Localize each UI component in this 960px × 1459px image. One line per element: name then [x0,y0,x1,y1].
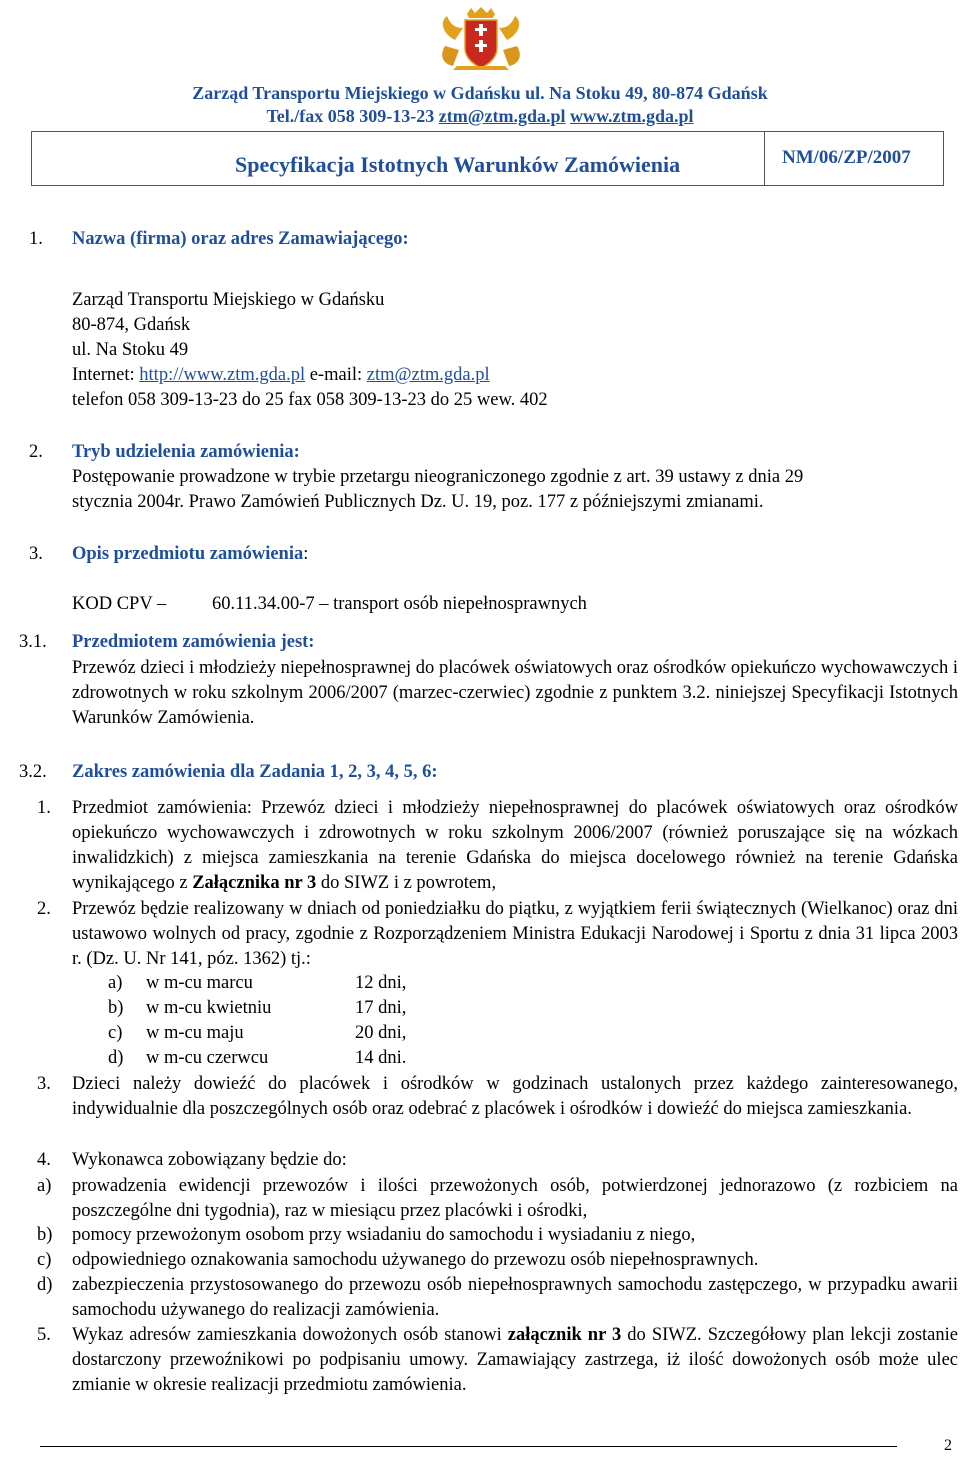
item-5-number: 5. [37,1325,51,1345]
item-4-number: 4. [37,1150,51,1170]
section-3-2-title: Zakres zamówienia dla Zadania 1, 2, 3, 4, 5, 6: [72,762,438,782]
phone-line: telefon 058 309-13-23 do 25 fax 058 309-13-23 do 25 wew. 402 [72,390,548,410]
item-1-attachment: Załącznika nr 3 [192,873,317,893]
month-name: w m-cu czerwcu [146,1048,269,1068]
address-line-3: ul. Na Stoku 49 [72,340,189,360]
section-2-line-2: stycznia 2004r. Prawo Zamówień Publicznych Dz. U. 19, poz. 177 z późniejszymi zmianami. [72,492,764,512]
duty-text: zabezpieczenia przystosowanego do przewozu osób niepełnosprawnych samochodu zastępczego, w przypadku awarii samochodu używanego do realizacji zamówienia. [72,1275,958,1320]
address-line-2: 80-874, Gdańsk [72,315,191,335]
spec-number: NM/06/ZP/2007 [782,147,911,168]
section-3-number: 3. [29,544,43,564]
item-2-number: 2. [37,899,51,919]
section-3-1-text: Przewóz dzieci i młodzieży niepełnosprawnej do placówek oświatowych oraz ośrodków opiekuńczo wychowawczych i zdrowotnych w roku szkolnym 2006/2007 (marzec-czerwiec) zgodnie z punktem 3.2. niniejszej Specyfikacji Istotnych Warunków Zamówienia. [72,658,958,728]
duty-text: odpowiedniego oznakowania samochodu używanego do przewozu osób niepełnosprawnych. [72,1250,759,1270]
duty-text: pomocy przewożonym osobom przy wsiadaniu do samochodu i wysiadaniu z niego, [72,1225,696,1245]
duty-letter: d) [37,1275,53,1295]
month-letter: d) [108,1048,124,1068]
footer-divider [40,1446,897,1447]
item-1-body: Przedmiot zamówienia: Przewóz dzieci i młodzieży niepełnosprawnej do placówek oświatowych oraz ośrodków opiekuńczo wychowawczych i zdrowotnych w roku szkolnym 2006/2007 (również poruszające się na wózkach inwalidzkich) z miejsca zamieszkania na terenie Gdańska do miejsca docelowego również na terenie Gdańska wynikającego z [72,798,958,893]
section-2-line-1: Postępowanie prowadzone w trybie przetargu nieograniczonego zgodnie z art. 39 ustawy z dnia 29 [72,467,804,487]
duty-text: prowadzenia ewidencji przewozów i ilości przewożonych osób, potwierdzonej jednorazowo (z rozbiciem na poszczególne dni tygodnia), raz w miesiącu przez placówki i ośrodki, [72,1176,958,1221]
month-days: 12 dni, [355,973,407,993]
item-5-text [72,1323,958,1398]
item-1-tail: do SIWZ i z powrotem, [316,873,497,893]
email-label: e-mail: [305,365,367,385]
section-2-number: 2. [29,442,43,462]
organization-header: Zarząd Transportu Miejskiego w Gdańsku ul. Na Stoku 49, 80-874 Gdańsk [192,83,768,103]
page-number: 2 [944,1437,952,1454]
section-2-title: Tryb udzielenia zamówienia: [72,442,300,462]
section-3-colon: : [303,544,309,564]
section-3-1-title: Przedmiotem zamówienia jest: [72,632,315,652]
internet-label: Internet: [72,365,140,385]
spec-title: Specyfikacja Istotnych Warunków Zamówienia [235,152,681,177]
phone-fax-text: Tel./fax 058 309-13-23 [266,106,439,126]
duty-letter: a) [37,1176,52,1196]
contact-header [0,106,960,127]
item-3-text: Dzieci należy dowieźć do placówek i ośrodków w godzinach ustalonych przez każdego zainteresowanego, indywidualnie dla poszczególnych osób oraz odebrać z placówek i ośrodków i dowieźć do miejsca zamieszkania. [72,1074,958,1119]
item-4-text: Wykonawca zobowiązany będzie do: [72,1150,347,1170]
section-3-2-number: 3.2. [19,762,47,782]
internet-link[interactable]: http://www.ztm.gda.pl [139,365,306,385]
email-link[interactable]: ztm@ztm.gda.pl [366,365,490,385]
item-3-number: 3. [37,1074,51,1094]
city-crest-logo [425,6,537,72]
item-5-tail: do SIWZ. Szczegółowy plan lekcji zostanie dostarczony przewoźnikowi po podpisaniu umowy. Zamawiający zastrzega, iż ilość dowożonych osób może ulec zmianie w okresie realizacji przedmiotu zamówienia. [72,1325,958,1395]
month-letter: a) [108,973,123,993]
item-1-number: 1. [37,798,51,818]
month-days: 17 dni, [355,998,407,1018]
address-line-1: Zarząd Transportu Miejskiego w Gdańsku [72,290,385,310]
section-3-title [72,542,308,566]
header-email-link[interactable]: ztm@ztm.gda.pl [438,106,566,126]
item-2-text: Przewóz będzie realizowany w dniach od poniedziałku do piątku, z wyjątkiem ferii świątecznych (Wielkanoc) oraz dni ustawowo wolnych od pracy, zgodnie z Rozporządzeniem Ministra Edukacji Narodowej i Sportu z dnia 31 lipca 2003 r. (Dz. U. Nr 141, póz. 1362) tj.: [72,899,958,969]
item-5-body: Wykaz adresów zamieszkania dowożonych osób stanowi [72,1325,508,1345]
section-1-title: Nazwa (firma) oraz adres Zamawiającego: [72,229,409,249]
item-5-attachment: załącznik nr 3 [507,1325,622,1345]
duty-letter: c) [37,1250,52,1270]
header-www-link[interactable]: www.ztm.gda.pl [570,106,694,126]
cpv-label: KOD CPV – [72,594,167,614]
month-days: 20 dni, [355,1023,407,1043]
cpv-value: 60.11.34.00-7 – transport osób niepełnosprawnych [212,594,587,614]
duty-letter: b) [37,1225,53,1245]
section-3-title-text: Opis przedmiotu zamówienia [72,544,304,564]
spec-box-divider [764,131,765,186]
section-3-1-number: 3.1. [19,632,47,652]
month-name: w m-cu kwietniu [146,998,272,1018]
internet-line [72,363,490,387]
month-letter: b) [108,998,124,1018]
month-days: 14 dni. [355,1048,407,1068]
month-letter: c) [108,1023,123,1043]
month-name: w m-cu marcu [146,973,253,993]
month-name: w m-cu maju [146,1023,244,1043]
section-1-number: 1. [29,229,43,249]
item-1-text [72,796,958,896]
